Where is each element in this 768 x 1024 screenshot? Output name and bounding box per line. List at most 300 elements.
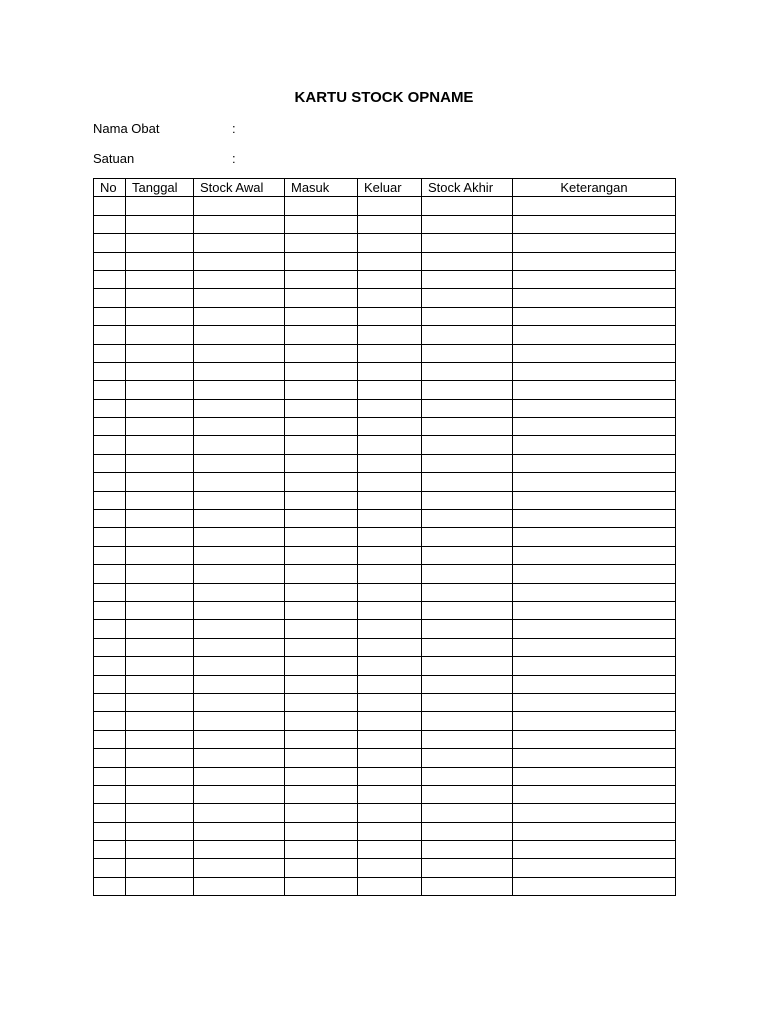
table-cell bbox=[513, 601, 676, 619]
table-cell bbox=[194, 510, 285, 528]
table-cell bbox=[94, 822, 126, 840]
table-cell bbox=[513, 620, 676, 638]
table-cell bbox=[513, 785, 676, 803]
table-cell bbox=[126, 583, 194, 601]
table-cell bbox=[126, 289, 194, 307]
table-cell bbox=[194, 565, 285, 583]
nama-obat-label: Nama Obat bbox=[93, 121, 160, 136]
table-cell bbox=[422, 381, 513, 399]
table-cell bbox=[194, 326, 285, 344]
table-cell bbox=[126, 620, 194, 638]
table-cell bbox=[285, 270, 358, 288]
table-cell bbox=[513, 215, 676, 233]
table-row bbox=[94, 454, 676, 472]
table-cell bbox=[358, 767, 422, 785]
table-row bbox=[94, 215, 676, 233]
table-cell bbox=[358, 381, 422, 399]
table-row bbox=[94, 712, 676, 730]
table-cell bbox=[513, 546, 676, 564]
table-cell bbox=[513, 565, 676, 583]
table-cell bbox=[94, 546, 126, 564]
table-row bbox=[94, 491, 676, 509]
table-cell bbox=[285, 877, 358, 895]
table-cell bbox=[94, 528, 126, 546]
table-cell bbox=[513, 822, 676, 840]
table-cell bbox=[422, 767, 513, 785]
table-cell bbox=[358, 270, 422, 288]
table-cell bbox=[194, 197, 285, 215]
table-cell bbox=[285, 767, 358, 785]
stock-table bbox=[93, 178, 676, 896]
table-row bbox=[94, 381, 676, 399]
table-cell bbox=[126, 712, 194, 730]
table-cell bbox=[194, 491, 285, 509]
table-row bbox=[94, 804, 676, 822]
table-cell bbox=[422, 252, 513, 270]
table-cell bbox=[513, 749, 676, 767]
satuan-separator: : bbox=[232, 151, 236, 166]
table-header-row bbox=[94, 179, 676, 197]
table-row bbox=[94, 565, 676, 583]
header-masuk: Masuk bbox=[285, 179, 358, 197]
table-cell bbox=[126, 491, 194, 509]
table-cell bbox=[513, 454, 676, 472]
table-body bbox=[94, 197, 676, 896]
table-cell bbox=[126, 270, 194, 288]
table-cell bbox=[422, 877, 513, 895]
table-row bbox=[94, 749, 676, 767]
table-cell bbox=[422, 528, 513, 546]
table-row bbox=[94, 362, 676, 380]
table-cell bbox=[285, 712, 358, 730]
table-row bbox=[94, 859, 676, 877]
table-row bbox=[94, 270, 676, 288]
table-row bbox=[94, 473, 676, 491]
table-cell bbox=[126, 362, 194, 380]
table-cell bbox=[126, 252, 194, 270]
table-cell bbox=[513, 730, 676, 748]
table-cell bbox=[194, 473, 285, 491]
table-cell bbox=[285, 381, 358, 399]
nama-obat-separator: : bbox=[232, 121, 236, 136]
table-cell bbox=[94, 583, 126, 601]
table-cell bbox=[126, 215, 194, 233]
table-cell bbox=[422, 565, 513, 583]
table-cell bbox=[194, 546, 285, 564]
table-cell bbox=[422, 675, 513, 693]
table-cell bbox=[358, 528, 422, 546]
table-cell bbox=[513, 362, 676, 380]
table-cell bbox=[126, 877, 194, 895]
table-cell bbox=[194, 583, 285, 601]
table-cell bbox=[285, 565, 358, 583]
table-cell bbox=[422, 418, 513, 436]
table-cell bbox=[194, 289, 285, 307]
table-row bbox=[94, 546, 676, 564]
table-cell bbox=[194, 454, 285, 472]
table-cell bbox=[194, 712, 285, 730]
table-cell bbox=[194, 601, 285, 619]
table-cell bbox=[94, 712, 126, 730]
table-cell bbox=[94, 344, 126, 362]
table-cell bbox=[358, 693, 422, 711]
table-cell bbox=[126, 749, 194, 767]
table-cell bbox=[126, 767, 194, 785]
table-row bbox=[94, 344, 676, 362]
table-cell bbox=[285, 215, 358, 233]
table-cell bbox=[94, 252, 126, 270]
table-row bbox=[94, 289, 676, 307]
table-cell bbox=[126, 307, 194, 325]
header-no: No bbox=[94, 179, 126, 197]
table-cell bbox=[285, 289, 358, 307]
table-cell bbox=[126, 528, 194, 546]
table-cell bbox=[513, 418, 676, 436]
table-cell bbox=[94, 436, 126, 454]
table-cell bbox=[358, 197, 422, 215]
table-cell bbox=[358, 252, 422, 270]
table-cell bbox=[194, 693, 285, 711]
table-cell bbox=[285, 307, 358, 325]
table-cell bbox=[358, 399, 422, 417]
table-cell bbox=[126, 565, 194, 583]
table-cell bbox=[358, 473, 422, 491]
table-cell bbox=[285, 344, 358, 362]
table-cell bbox=[94, 693, 126, 711]
table-cell bbox=[513, 841, 676, 859]
table-cell bbox=[422, 638, 513, 656]
table-cell bbox=[285, 804, 358, 822]
header-stock-awal: Stock Awal bbox=[194, 179, 285, 197]
table-cell bbox=[94, 362, 126, 380]
table-cell bbox=[358, 601, 422, 619]
table-cell bbox=[358, 418, 422, 436]
table-cell bbox=[285, 822, 358, 840]
table-row bbox=[94, 418, 676, 436]
table-row bbox=[94, 528, 676, 546]
table-cell bbox=[126, 601, 194, 619]
table-cell bbox=[94, 326, 126, 344]
table-cell bbox=[194, 675, 285, 693]
table-cell bbox=[422, 510, 513, 528]
table-cell bbox=[94, 399, 126, 417]
table-cell bbox=[94, 491, 126, 509]
table-row bbox=[94, 822, 676, 840]
table-cell bbox=[358, 510, 422, 528]
table-cell bbox=[358, 804, 422, 822]
table-cell bbox=[358, 620, 422, 638]
table-cell bbox=[94, 473, 126, 491]
table-cell bbox=[285, 730, 358, 748]
table-cell bbox=[358, 454, 422, 472]
table-cell bbox=[513, 326, 676, 344]
table-cell bbox=[94, 307, 126, 325]
header-stock-akhir: Stock Akhir bbox=[422, 179, 513, 197]
table-cell bbox=[94, 215, 126, 233]
table-cell bbox=[422, 234, 513, 252]
table-cell bbox=[422, 730, 513, 748]
table-cell bbox=[285, 473, 358, 491]
table-cell bbox=[285, 399, 358, 417]
table-cell bbox=[422, 822, 513, 840]
table-cell bbox=[285, 234, 358, 252]
table-cell bbox=[194, 841, 285, 859]
table-cell bbox=[422, 491, 513, 509]
table-cell bbox=[126, 436, 194, 454]
table-row bbox=[94, 583, 676, 601]
table-cell bbox=[513, 859, 676, 877]
table-cell bbox=[194, 749, 285, 767]
table-cell bbox=[194, 804, 285, 822]
table-cell bbox=[94, 620, 126, 638]
table-cell bbox=[126, 693, 194, 711]
table-cell bbox=[285, 675, 358, 693]
table-row bbox=[94, 693, 676, 711]
table-row bbox=[94, 234, 676, 252]
table-cell bbox=[285, 657, 358, 675]
table-cell bbox=[422, 785, 513, 803]
table-cell bbox=[285, 638, 358, 656]
table-cell bbox=[126, 197, 194, 215]
table-cell bbox=[358, 583, 422, 601]
table-cell bbox=[513, 491, 676, 509]
table-cell bbox=[126, 326, 194, 344]
table-cell bbox=[513, 528, 676, 546]
table-cell bbox=[126, 399, 194, 417]
table-cell bbox=[285, 528, 358, 546]
table-cell bbox=[194, 234, 285, 252]
table-cell bbox=[513, 252, 676, 270]
table-row bbox=[94, 399, 676, 417]
table-cell bbox=[513, 399, 676, 417]
table-cell bbox=[422, 583, 513, 601]
table-cell bbox=[94, 730, 126, 748]
table-cell bbox=[126, 381, 194, 399]
table-cell bbox=[285, 601, 358, 619]
table-cell bbox=[422, 693, 513, 711]
table-cell bbox=[513, 344, 676, 362]
table-cell bbox=[422, 289, 513, 307]
table-cell bbox=[358, 546, 422, 564]
table-cell bbox=[513, 270, 676, 288]
table-cell bbox=[422, 601, 513, 619]
table-cell bbox=[194, 638, 285, 656]
table-cell bbox=[94, 841, 126, 859]
table-cell bbox=[513, 583, 676, 601]
table-cell bbox=[513, 804, 676, 822]
table-cell bbox=[285, 326, 358, 344]
table-cell bbox=[513, 381, 676, 399]
table-cell bbox=[358, 326, 422, 344]
table-cell bbox=[358, 215, 422, 233]
table-cell bbox=[422, 473, 513, 491]
table-cell bbox=[94, 454, 126, 472]
table-cell bbox=[285, 785, 358, 803]
table-cell bbox=[194, 252, 285, 270]
table-cell bbox=[126, 344, 194, 362]
table-cell bbox=[358, 712, 422, 730]
table-cell bbox=[513, 657, 676, 675]
table-cell bbox=[194, 436, 285, 454]
table-cell bbox=[126, 657, 194, 675]
table-cell bbox=[194, 215, 285, 233]
table-cell bbox=[194, 399, 285, 417]
table-cell bbox=[358, 785, 422, 803]
table-cell bbox=[285, 583, 358, 601]
table-cell bbox=[94, 877, 126, 895]
table-cell bbox=[422, 270, 513, 288]
table-row bbox=[94, 657, 676, 675]
table-cell bbox=[358, 859, 422, 877]
table-cell bbox=[422, 454, 513, 472]
table-cell bbox=[422, 362, 513, 380]
table-cell bbox=[422, 326, 513, 344]
table-cell bbox=[94, 785, 126, 803]
table-cell bbox=[194, 381, 285, 399]
table-cell bbox=[285, 418, 358, 436]
table-cell bbox=[94, 767, 126, 785]
table-cell bbox=[94, 418, 126, 436]
satuan-label: Satuan bbox=[93, 151, 135, 166]
table-cell bbox=[422, 859, 513, 877]
table-cell bbox=[94, 289, 126, 307]
table-cell bbox=[358, 749, 422, 767]
table-cell bbox=[194, 785, 285, 803]
table-cell bbox=[126, 785, 194, 803]
table-cell bbox=[285, 454, 358, 472]
table-cell bbox=[194, 528, 285, 546]
table-cell bbox=[513, 473, 676, 491]
table-cell bbox=[194, 362, 285, 380]
table-cell bbox=[358, 841, 422, 859]
table-row bbox=[94, 730, 676, 748]
table-cell bbox=[422, 215, 513, 233]
table-cell bbox=[513, 234, 676, 252]
table-cell bbox=[422, 436, 513, 454]
table-cell bbox=[358, 822, 422, 840]
table-cell bbox=[194, 344, 285, 362]
table-cell bbox=[422, 712, 513, 730]
table-cell bbox=[94, 675, 126, 693]
table-row bbox=[94, 510, 676, 528]
table-cell bbox=[358, 638, 422, 656]
table-cell bbox=[126, 546, 194, 564]
table-cell bbox=[285, 693, 358, 711]
table-cell bbox=[126, 234, 194, 252]
table-cell bbox=[194, 730, 285, 748]
table-cell bbox=[513, 675, 676, 693]
table-cell bbox=[285, 510, 358, 528]
table-cell bbox=[513, 693, 676, 711]
table-cell bbox=[94, 197, 126, 215]
table-cell bbox=[513, 712, 676, 730]
table-cell bbox=[94, 859, 126, 877]
table-cell bbox=[126, 804, 194, 822]
table-cell bbox=[194, 859, 285, 877]
table-row bbox=[94, 841, 676, 859]
table-cell bbox=[194, 620, 285, 638]
table-cell bbox=[358, 234, 422, 252]
table-cell bbox=[285, 436, 358, 454]
table-cell bbox=[422, 344, 513, 362]
table-cell bbox=[126, 510, 194, 528]
table-cell bbox=[358, 289, 422, 307]
table-cell bbox=[358, 675, 422, 693]
table-cell bbox=[358, 730, 422, 748]
table-row bbox=[94, 436, 676, 454]
table-cell bbox=[358, 657, 422, 675]
table-cell bbox=[126, 638, 194, 656]
table-cell bbox=[126, 822, 194, 840]
table-cell bbox=[358, 344, 422, 362]
table-cell bbox=[513, 877, 676, 895]
table-cell bbox=[285, 252, 358, 270]
table-cell bbox=[94, 270, 126, 288]
table-cell bbox=[126, 859, 194, 877]
table-cell bbox=[126, 841, 194, 859]
table-cell bbox=[358, 877, 422, 895]
table-cell bbox=[94, 638, 126, 656]
table-cell bbox=[94, 234, 126, 252]
table-cell bbox=[94, 657, 126, 675]
table-cell bbox=[422, 307, 513, 325]
table-row bbox=[94, 601, 676, 619]
table-row bbox=[94, 675, 676, 693]
table-cell bbox=[422, 749, 513, 767]
table-cell bbox=[126, 473, 194, 491]
table-cell bbox=[358, 362, 422, 380]
table-cell bbox=[94, 749, 126, 767]
table-cell bbox=[194, 418, 285, 436]
table-cell bbox=[513, 307, 676, 325]
header-tanggal: Tanggal bbox=[126, 179, 194, 197]
table-cell bbox=[422, 197, 513, 215]
table-cell bbox=[513, 638, 676, 656]
table-cell bbox=[194, 270, 285, 288]
table-cell bbox=[194, 877, 285, 895]
table-cell bbox=[422, 841, 513, 859]
table-row bbox=[94, 307, 676, 325]
table-cell bbox=[358, 307, 422, 325]
table-row bbox=[94, 326, 676, 344]
table-cell bbox=[285, 620, 358, 638]
table-cell bbox=[358, 491, 422, 509]
page-title: KARTU STOCK OPNAME bbox=[294, 89, 474, 106]
table-row bbox=[94, 877, 676, 895]
table-cell bbox=[194, 307, 285, 325]
header-keterangan: Keterangan bbox=[513, 179, 676, 197]
table-cell bbox=[285, 749, 358, 767]
table-cell bbox=[285, 841, 358, 859]
table-row bbox=[94, 252, 676, 270]
table-cell bbox=[422, 657, 513, 675]
table-cell bbox=[285, 362, 358, 380]
table-cell bbox=[285, 491, 358, 509]
table-row bbox=[94, 785, 676, 803]
table-cell bbox=[94, 601, 126, 619]
table-cell bbox=[94, 565, 126, 583]
table-cell bbox=[422, 804, 513, 822]
table-cell bbox=[94, 381, 126, 399]
table-cell bbox=[126, 418, 194, 436]
table-cell bbox=[358, 436, 422, 454]
header-keluar: Keluar bbox=[358, 179, 422, 197]
table-cell bbox=[358, 565, 422, 583]
table-cell bbox=[94, 804, 126, 822]
table-cell bbox=[422, 399, 513, 417]
table-cell bbox=[126, 454, 194, 472]
table-cell bbox=[513, 436, 676, 454]
